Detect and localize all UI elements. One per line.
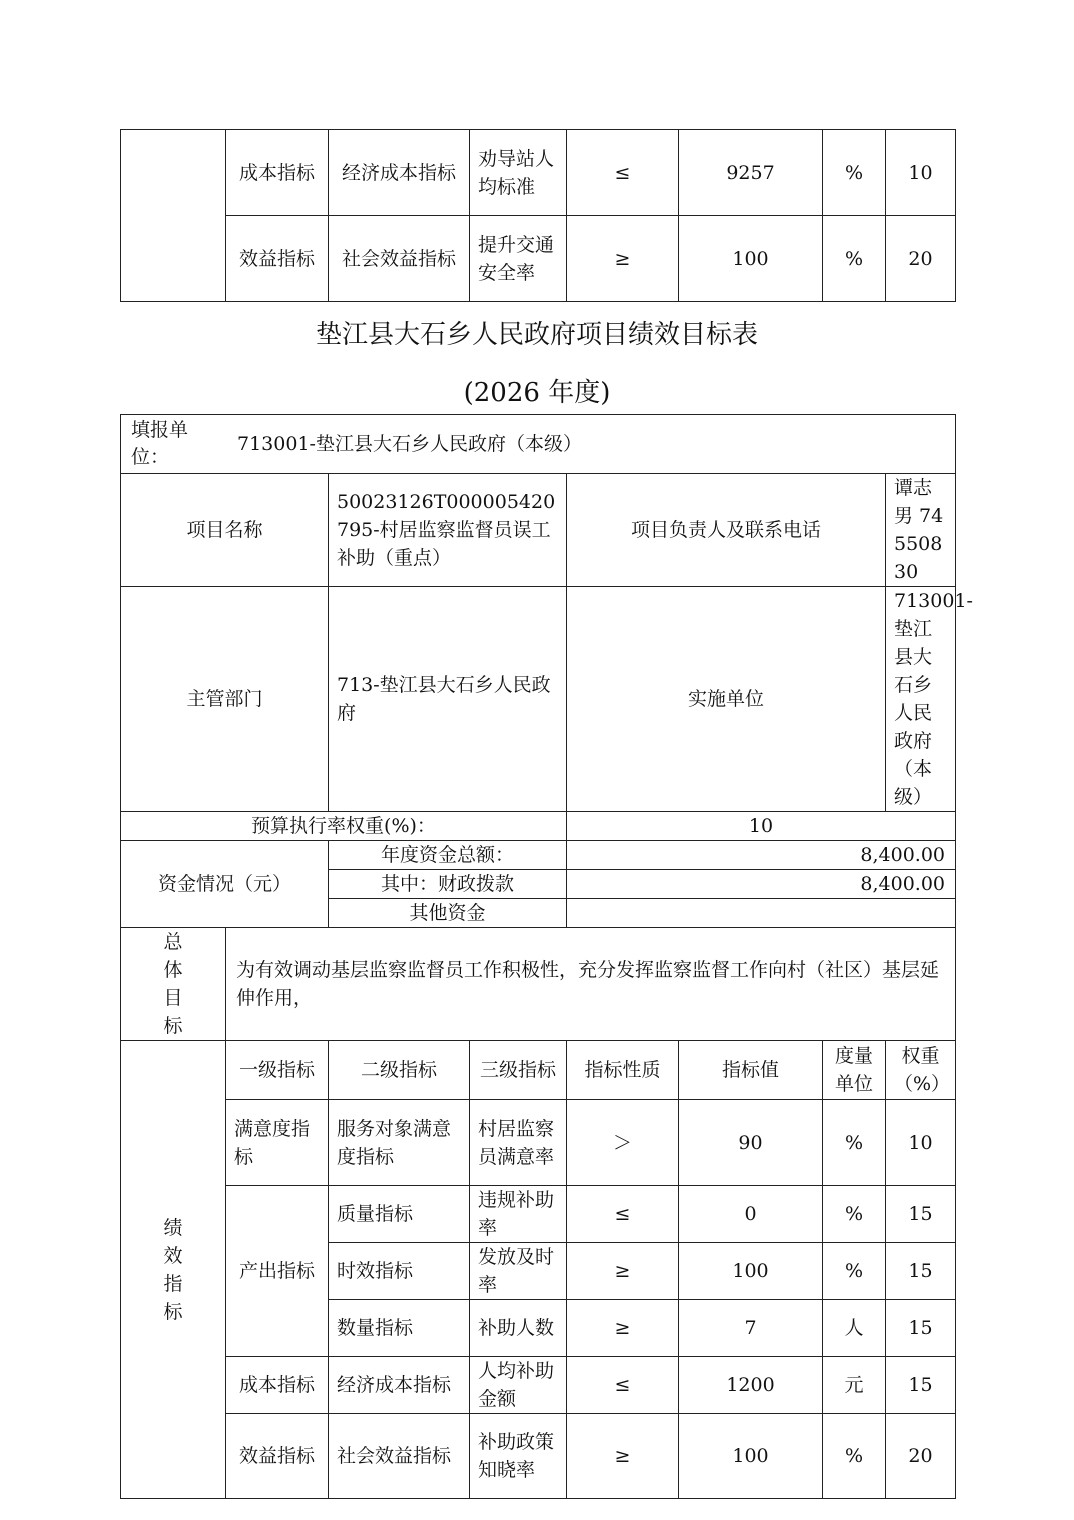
- funds-fiscal-value: 8,400.00: [567, 870, 956, 899]
- value-cell: 100: [679, 216, 823, 302]
- weight-cell: 15: [886, 1300, 956, 1357]
- level3-cell: 村居监察员满意率: [470, 1100, 567, 1186]
- table-row: [121, 1357, 956, 1414]
- table-row: [121, 216, 956, 302]
- value-cell: 1200: [679, 1357, 823, 1414]
- level2-cell: 经济成本指标: [329, 1357, 470, 1414]
- goal-label: 总体目标: [121, 928, 226, 1041]
- top-indicator-table: [120, 129, 956, 302]
- weight-cell: 20: [886, 216, 956, 302]
- table-row: [121, 1186, 956, 1243]
- perf-label-cell-top: [121, 130, 226, 302]
- table-row: [121, 474, 956, 587]
- nature-cell: ≥: [567, 216, 679, 302]
- weight-cell: 20: [886, 1414, 956, 1499]
- budget-rate-label: 预算执行率权重(%)：: [121, 812, 567, 841]
- level2-cell: 服务对象满意度指标: [329, 1100, 470, 1186]
- table-row: [121, 1414, 956, 1499]
- performance-form-table: [120, 414, 973, 1499]
- level1-cell: 效益指标: [226, 1414, 329, 1499]
- table-row: [121, 812, 956, 841]
- value-cell: 100: [679, 1243, 823, 1300]
- table-row: [121, 130, 956, 216]
- nature-cell: ＞: [567, 1100, 679, 1186]
- weight-cell: 15: [886, 1357, 956, 1414]
- level2-cell: 数量指标: [329, 1300, 470, 1357]
- header-level1: 一级指标: [226, 1041, 329, 1100]
- header-level2: 二级指标: [329, 1041, 470, 1100]
- dept-label: 主管部门: [121, 587, 329, 812]
- goal-value: 为有效调动基层监察监督员工作积极性，充分发挥监察监督工作向村（社区）基层延伸作用，: [226, 928, 956, 1041]
- level3-cell: 补助政策知晓率: [470, 1414, 567, 1499]
- table-row: [121, 415, 956, 474]
- level3-cell: 劝导站人均标准: [470, 130, 567, 216]
- level2-cell: 社会效益指标: [329, 1414, 470, 1499]
- funds-total-label: 年度资金总额：: [329, 841, 567, 870]
- unit-label: 填报单位：: [131, 419, 189, 468]
- unit-cell: %: [823, 1186, 886, 1243]
- table-row: [121, 1041, 956, 1100]
- unit-cell: %: [823, 1100, 886, 1186]
- level3-cell: 违规补助率: [470, 1186, 567, 1243]
- impl-label: 实施单位: [567, 587, 886, 812]
- contact-value: 谭志男 74550830: [886, 474, 956, 587]
- level2-cell: 时效指标: [329, 1243, 470, 1300]
- header-weight: 权重（%）: [886, 1041, 956, 1100]
- unit-value: 713001-垫江县大石乡人民政府（本级）: [237, 433, 582, 455]
- nature-cell: ≥: [567, 1414, 679, 1499]
- funds-other-value: [567, 899, 956, 928]
- funds-other-label: 其他资金: [329, 899, 567, 928]
- weight-cell: 10: [886, 130, 956, 216]
- unit-cell: %: [823, 1243, 886, 1300]
- header-unit: 度量单位: [823, 1041, 886, 1100]
- header-level3: 三级指标: [470, 1041, 567, 1100]
- unit-cell: %: [823, 130, 886, 216]
- level1-cell: 满意度指标: [226, 1100, 329, 1186]
- funds-total-value: 8,400.00: [567, 841, 956, 870]
- header-nature: 指标性质: [567, 1041, 679, 1100]
- unit-cell: %: [823, 216, 886, 302]
- value-cell: 7: [679, 1300, 823, 1357]
- table-row: [121, 587, 956, 812]
- header-value: 指标值: [679, 1041, 823, 1100]
- page-subtitle: (2026 年度): [463, 378, 611, 408]
- funds-label: 资金情况（元）: [121, 841, 329, 928]
- nature-cell: ≤: [567, 1357, 679, 1414]
- nature-cell: ≥: [567, 1300, 679, 1357]
- weight-cell: 15: [886, 1186, 956, 1243]
- value-cell: 0: [679, 1186, 823, 1243]
- funds-fiscal-label: 其中：财政拨款: [329, 870, 567, 899]
- table-row: [121, 1100, 956, 1186]
- contact-label: 项目负责人及联系电话: [567, 474, 886, 587]
- level2-cell: 社会效益指标: [329, 216, 470, 302]
- unit-cell: 人: [823, 1300, 886, 1357]
- value-cell: 9257: [679, 130, 823, 216]
- unit-row: [121, 415, 956, 474]
- nature-cell: ≥: [567, 1243, 679, 1300]
- table-row: [121, 928, 956, 1041]
- unit-cell: 元: [823, 1357, 886, 1414]
- unit-cell: %: [823, 1414, 886, 1499]
- value-cell: 90: [679, 1100, 823, 1186]
- value-cell: 100: [679, 1414, 823, 1499]
- level2-cell: 经济成本指标: [329, 130, 470, 216]
- level1-cell: 成本指标: [226, 1357, 329, 1414]
- weight-cell: 15: [886, 1243, 956, 1300]
- level1-cell: 产出指标: [226, 1186, 329, 1357]
- level3-cell: 补助人数: [470, 1300, 567, 1357]
- budget-rate-value: 10: [567, 812, 956, 841]
- impl-value: 713001-垫江县大石乡人民政府（本级）: [886, 587, 956, 812]
- level1-cell: 成本指标: [226, 130, 329, 216]
- level2-cell: 质量指标: [329, 1186, 470, 1243]
- project-name-value: 50023126T000005420795-村居监察监督员误工补助（重点）: [329, 474, 567, 587]
- page-title: 垫江县大石乡人民政府项目绩效目标表: [315, 320, 758, 350]
- perf-label: 绩效指标: [121, 1041, 226, 1499]
- level3-cell: 提升交通安全率: [470, 216, 567, 302]
- nature-cell: ≤: [567, 130, 679, 216]
- project-name-label: 项目名称: [121, 474, 329, 587]
- level3-cell: 人均补助金额: [470, 1357, 567, 1414]
- weight-cell: 10: [886, 1100, 956, 1186]
- dept-value: 713-垫江县大石乡人民政府: [329, 587, 567, 812]
- level1-cell: 效益指标: [226, 216, 329, 302]
- level3-cell: 发放及时率: [470, 1243, 567, 1300]
- nature-cell: ≤: [567, 1186, 679, 1243]
- table-row: [121, 841, 956, 870]
